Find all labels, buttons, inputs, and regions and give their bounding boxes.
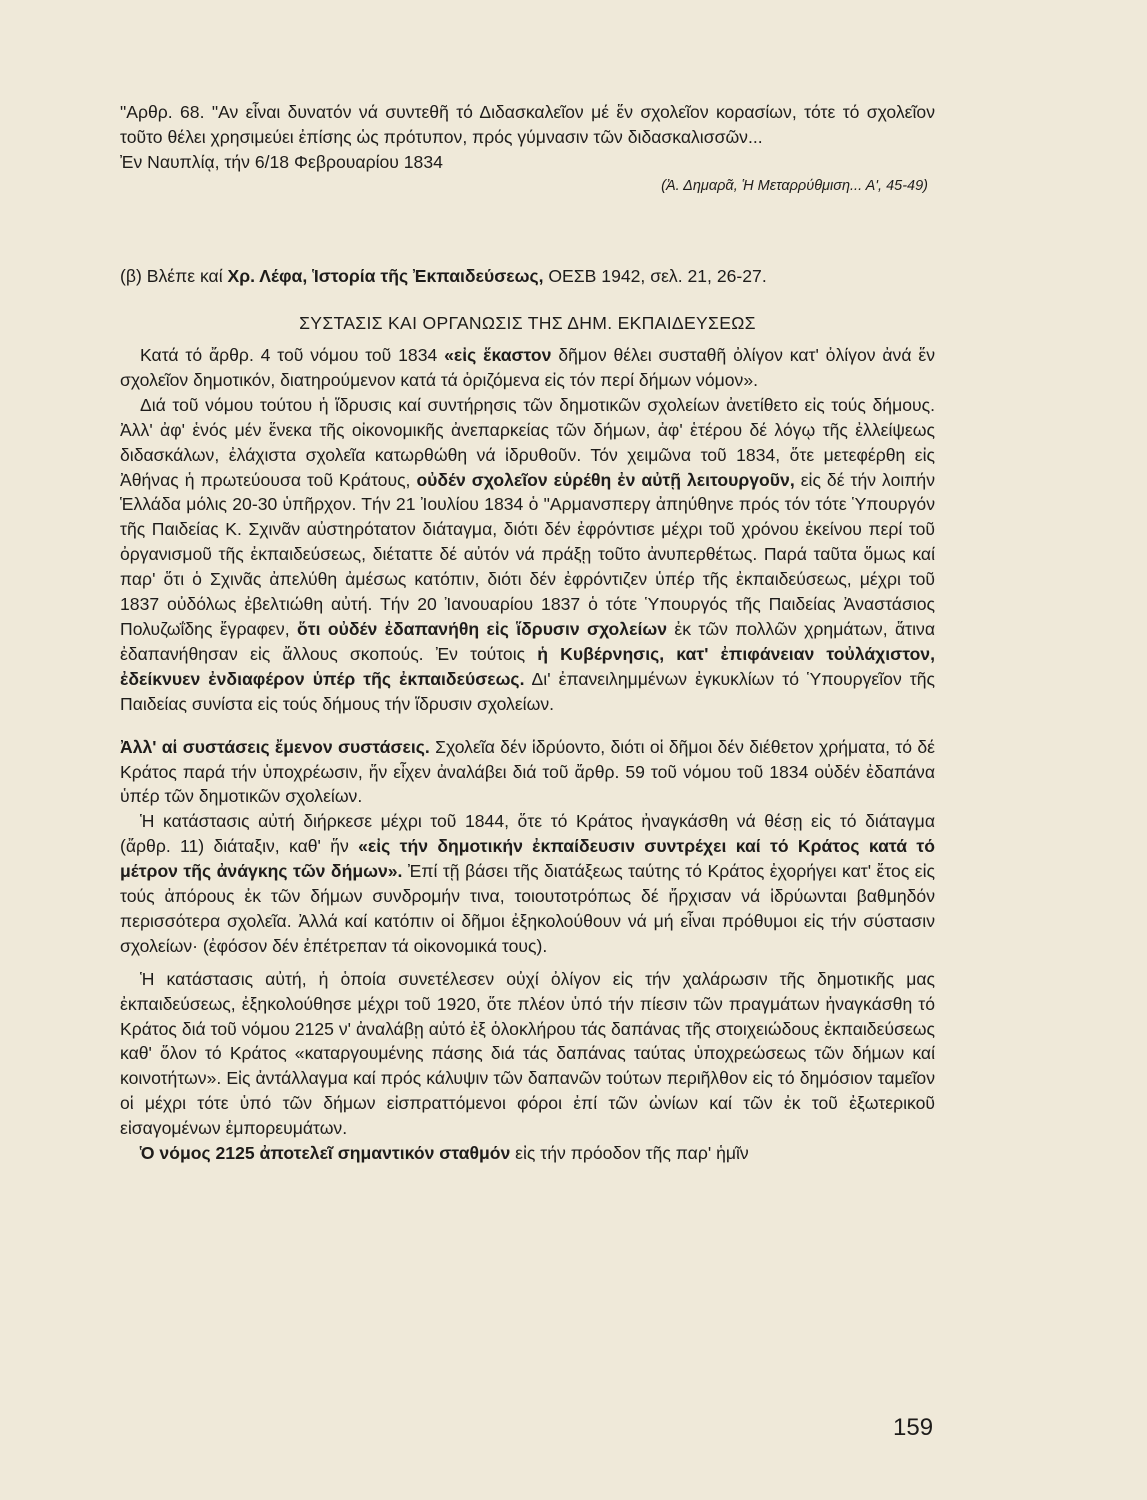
- footnote-reference: Χρ. Λέφα, Ἱστορία τῆς Ἐκπαιδεύσεως,: [227, 266, 544, 286]
- footnote-prefix: (β) Βλέπε καί: [120, 266, 223, 286]
- bold-run: ὅτι οὐδέν ἐδαπανήθη εἰς ἵδρυσιν σχολείων: [297, 618, 667, 639]
- bold-run: οὐδέν σχολεῖον εὑρέθη ἐν αὐτῇ λειτουργοῦν,: [416, 469, 795, 490]
- text-run: εἰς δέ τήν λοιπήν Ἑλλάδα μόλις 20-30 ὑπῆρχον. Τήν 21 Ἰουλίου 1834 ὁ "Αρμανσπεργ ἀπηύθηνε πρός τόν τότε Ὑπουργόν τῆς Παιδείας Κ. Σχινᾶν αὐστηρότατον διάταγμα, διότι δέν ἐφρόντισε μέχρι τοῦ χρόνου ἐκείνου περί τοῦ ὀργανισμοῦ τῆς ἐκπαιδεύσεως, διέταττε δέ αὐτόν νά πράξῃ τοῦτο ἀνυπερθέτως. Παρά ταῦτα ὅμως καί παρ' ὅτι ὁ Σχινᾶς ἀπελύθη ἀμέσως κατόπιν, διότι δέν ἐφρόντιζεν ὑπέρ τῆς ἐκπαιδεύσεως, μέχρι τοῦ 1837 οὐδόλως ἐβελτιώθη αὐτή. Τήν 20 Ἰανουαρίου 1837 ὁ τότε Ὑπουργός τῆς Παιδείας Ἀναστάσιος Πολυζωΐδης ἔγραφεν,: [120, 469, 935, 639]
- place-date-line: Ἐν Ναυπλίᾳ, τήν 6/18 Φεβρουαρίου 1834: [120, 151, 443, 172]
- main-text: [120, 343, 935, 1166]
- article-68-block: [120, 100, 935, 197]
- paragraph-1: [120, 343, 935, 393]
- text-run: Διά τοῦ νόμου τούτου ἡ ἵδρυσις καί συντήρησις τῶν δημοτικῶν σχολείων ἀνετίθετο εἰς τούς δήμους. Ἀλλ' ἀφ' ἑνός μέν ἕνεκα τῆς οἰκονομικῆς ἀνεπαρκείας τῶν δήμων, ἀφ' ἑτέρου δέ λόγῳ τῆς ἐλλείψεως διδασκάλων, ἐλάχιστα σχολεῖα κατωρθώθη νά ἱδρυθοῦν. Τόν χειμῶνα τοῦ 1834, ὅτε μετεφέρθη εἰς Ἀθήνας ἡ πρωτεύουσα τοῦ Κράτους,: [120, 394, 935, 490]
- text-run: Ἡ κατάστασις αὐτή διήρκεσε μέχρι τοῦ 1844, ὅτε τό Κράτος ἠναγκάσθη νά θέσῃ εἰς τό διάταγμα (ἄρθρ. 11) διάταξιν, καθ' ἥν: [120, 811, 935, 857]
- text-run: ἐκ τῶν πολλῶν χρημάτων, ἅτινα ἐδαπανήθησαν εἰς ἄλλους σκοπούς. Ἐν τούτοις: [120, 618, 936, 664]
- footnote-suffix: ΟΕΣΒ 1942, σελ. 21, 26-27.: [548, 266, 767, 286]
- paragraph-3: [120, 735, 935, 810]
- text-run: Ἐπί τῇ βάσει τῆς διατάξεως ταύτης τό Κράτος ἐχορήγει κατ' ἔτος εἰς τούς ἀπόρους ἐκ τῶν δήμων συνδρομήν τινα, τοιουτοτρόπως δέ ἤρχισαν νά ἱδρύωνται βαθμηδόν περισσότερα σχολεῖα. Ἀλλά καί κατόπιν οἱ δῆμοι ἐξηκολούθουν νά μή εἶναι πρόθυμοι εἰς τήν σύστασιν σχολείων· (ἐφόσον δέν ἐπέτρεπαν τά οἰκονομικά τους).: [120, 861, 935, 956]
- citation: (Ἀ. Δημαρᾶ, Ἡ Μεταρρύθμιση... Α', 45-49): [661, 177, 928, 194]
- bold-run: ἡ Κυβέρνησις, κατ' ἐπιφάνειαν τοὐλάχιστον, ἐδείκνυεν ἐνδιαφέρον ὑπέρ τῆς ἐκπαιδεύσεως.: [120, 643, 935, 689]
- paragraph-4: [120, 809, 935, 958]
- text-run: εἰς τήν πρόοδον τῆς παρ' ἡμῖν: [515, 1143, 749, 1164]
- bold-run: Ὁ νόμος 2125 ἀποτελεῖ σημαντικόν σταθμόν: [140, 1143, 511, 1164]
- text-run: Κατά τό ἄρθρ. 4 τοῦ νόμου τοῦ 1834: [140, 345, 438, 365]
- text-run: δῆμον θέλει συσταθῆ ὀλίγον κατ' ὀλίγον ἀνά ἕν σχολεῖον δημοτικόν, διατηρούμενον κατά τά ὁριζόμενα εἰς τόν περί δήμων νόμον».: [120, 345, 936, 390]
- section-heading: ΣΥΣΤΑΣΙΣ ΚΑΙ ΟΡΓΑΝΩΣΙΣ ΤΗΣ ΔΗΜ. ΕΚΠΑΙΔΕΥΣΕΩΣ: [299, 313, 756, 333]
- article-68-text: "Αρθρ. 68. "Αν εἶναι δυνατόν νά συντεθῆ τό Διδασκαλεῖον μέ ἕν σχολεῖον κορασίων, τότε τό σχολεῖον τοῦτο θέλει χρησιμεύει ἐπίσης ὡς πρότυπον, πρός γύμνασιν τῶν διδασκαλισσῶν...: [120, 102, 935, 147]
- section-heading-block: [120, 313, 935, 334]
- footnote-b: [120, 264, 935, 289]
- page-number: 159: [893, 1414, 934, 1441]
- paragraph-6: [120, 1141, 935, 1166]
- bold-run: «εἰς ἕκαστον: [444, 345, 552, 365]
- paragraph-2: [120, 393, 935, 717]
- text-run: Δι' ἐπανειλημμένων ἐγκυκλίων τό Ὑπουργεῖον τῆς Παιδείας συνίστα εἰς τούς δήμους τήν ἵδρυσιν σχολείων.: [120, 668, 935, 714]
- bold-run: Ἀλλ' αἱ συστάσεις ἔμενον συστάσεις.: [120, 736, 430, 757]
- text-run: Σχολεῖα δέν ἱδρύοντο, διότι οἱ δῆμοι δέν διέθετον χρήματα, τό δέ Κράτος παρά τήν ὑποχρέωσιν, ἥν εἶχεν ἀναλάβει διά τοῦ ἄρθρ. 59 τοῦ νόμου τοῦ 1834 οὐδέν ἐδαπάνα ὑπέρ τῶν δημοτικῶν σχολείων.: [120, 736, 936, 807]
- bold-run: «εἰς τήν δημοτικήν ἐκπαίδευσιν συντρέχει καί τό Κράτος κατά τό μέτρον τῆς ἀνάγκης τῶν δήμων».: [120, 836, 936, 882]
- paragraph-5: Ἡ κατάστασις αὐτή, ἡ ὁποία συνετέλεσεν οὐχί ὀλίγον εἰς τήν χαλάρωσιν τῆς δημοτικῆς μας ἐκπαιδεύσεως, ἐξηκολούθησε μέχρι τοῦ 1920, ὅτε πλέον ὑπό τήν πίεσιν τῶν πραγμάτων ἠναγκάσθη τό Κράτος διά τοῦ νόμου 2125 ν' ἀναλάβῃ αὐτό ἐξ ὁλοκλήρου τάς δαπάνας τῆς στοιχειώδους ἐκπαιδεύσεως καθ' ὅλον τό Κράτος «καταργουμένης πάσης διά τάς δαπάνας ταύτας ὑποχρεώσεως τῶν δήμων καί κοινοτήτων». Εἰς ἀντάλλαγμα καί πρός κάλυψιν τῶν δαπανῶν τούτων περιῆλθον εἰς τό δημόσιον ταμεῖον οἱ μέχρι τότε ὑπό τῶν δήμων εἰσπραττόμενοι φόροι ἐπί τῶν ὠνίων καί τῶν ἐκ τοῦ ἐξωτερικοῦ εἰσαγομένων ἐμπορευμάτων.: [120, 968, 935, 1139]
